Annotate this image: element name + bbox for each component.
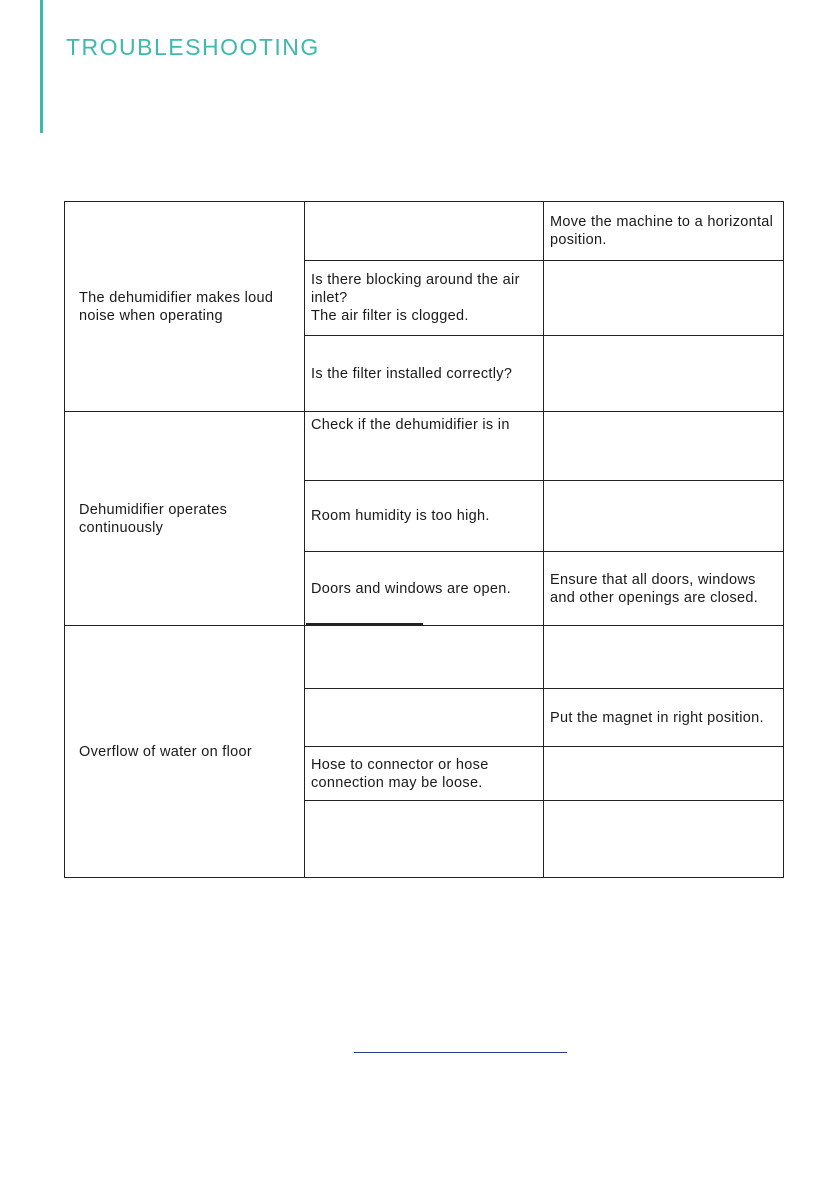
solution-cell — [544, 336, 784, 412]
solution-cell — [544, 552, 784, 626]
problem-cell — [65, 202, 305, 412]
cause-cell — [305, 801, 544, 878]
cause-cell — [305, 202, 544, 261]
solution-cell — [544, 626, 784, 689]
problem-cell — [65, 412, 305, 626]
problem-text: The dehumidifier makes loud noise when operating — [79, 289, 274, 324]
cause-cell — [305, 261, 544, 336]
cause-cell — [305, 689, 544, 747]
solution-cell — [544, 481, 784, 552]
solution-cell — [544, 689, 784, 747]
cause-text: Room humidity is too high. — [311, 508, 490, 524]
solution-cell — [544, 801, 784, 878]
cause-cell — [305, 626, 544, 689]
page-title: TROUBLESHOOTING — [66, 34, 320, 60]
table-row — [65, 412, 784, 481]
solution-cell — [544, 202, 784, 261]
problem-text: Overflow of water on floor — [79, 743, 253, 760]
table-row — [65, 626, 784, 689]
accent-bar — [40, 0, 43, 133]
cause-cell — [305, 336, 544, 412]
problem-cell — [65, 626, 305, 878]
problem-text: Dehumidifier operates continuously — [79, 501, 228, 536]
cause-text: Doors and windows are open. — [311, 580, 511, 597]
solution-cell — [544, 261, 784, 336]
cause-cell — [305, 552, 544, 626]
solution-cell — [544, 747, 784, 801]
cause-cell — [305, 412, 544, 481]
solution-cell — [544, 412, 784, 481]
cause-cell — [305, 481, 544, 552]
cause-text: Check if the dehumidifier is in — [311, 417, 510, 433]
troubleshooting-table — [64, 201, 784, 878]
divider — [306, 623, 423, 625]
footer-link-underline[interactable] — [354, 1052, 567, 1053]
solution-text: Ensure that all doors, windows and other openings are closed. — [550, 571, 759, 606]
solution-text: Put the magnet in right position. — [550, 709, 764, 726]
table-row — [65, 202, 784, 261]
cause-cell — [305, 747, 544, 801]
cause-text: Is the filter installed correctly? — [311, 365, 513, 382]
solution-text: Move the machine to a horizontal position. — [550, 214, 774, 248]
cause-text: Hose to connector or hose connection may be loose. — [311, 756, 489, 791]
cause-text: Is there blocking around the air inlet? The air filter is clogged. — [311, 272, 520, 324]
